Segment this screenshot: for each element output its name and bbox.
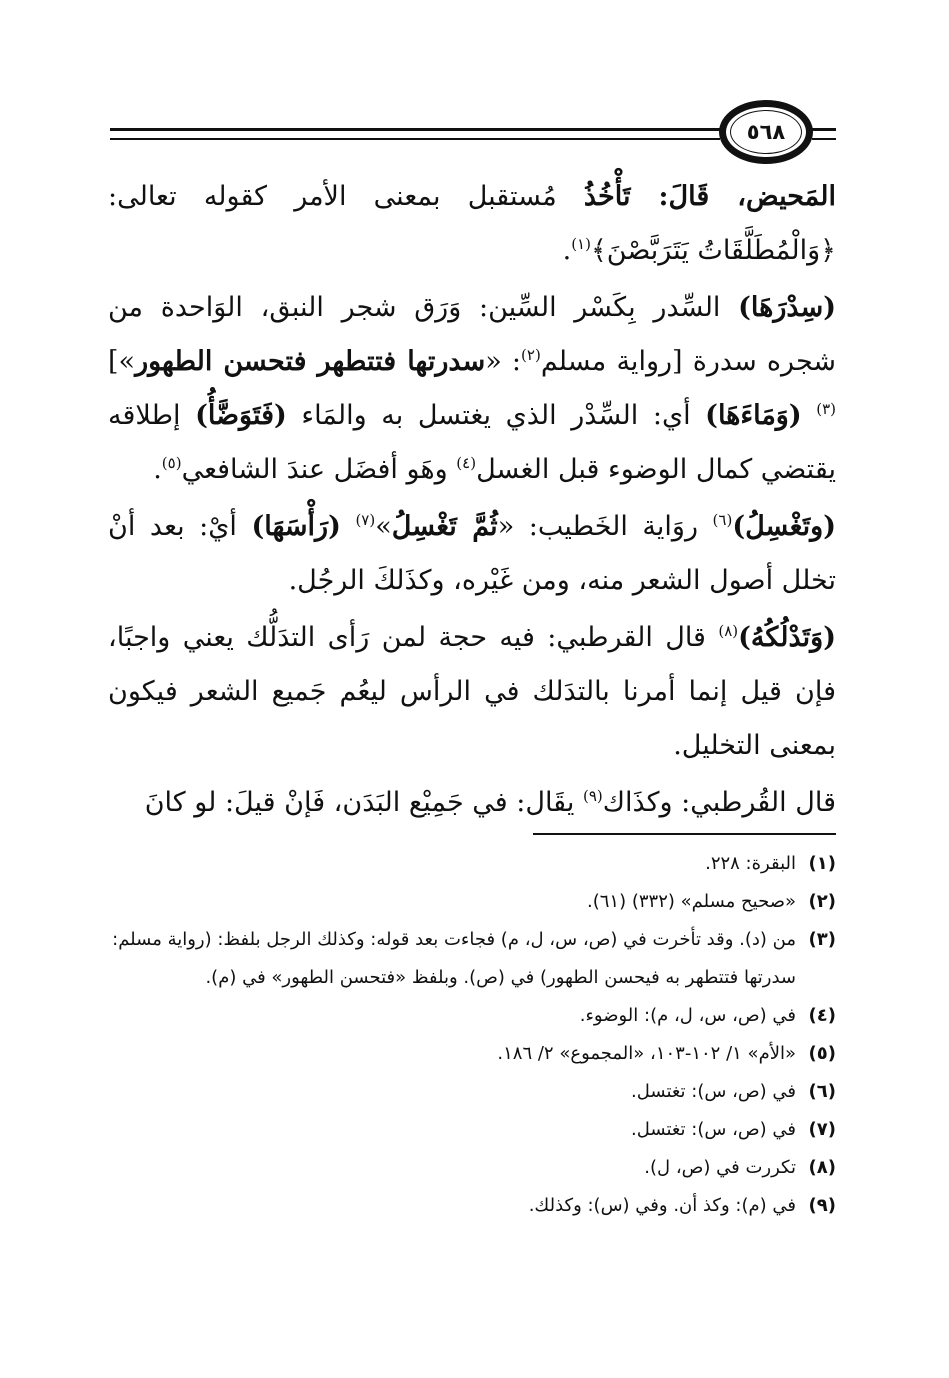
page-number: ٥٦٨ [730, 110, 802, 154]
text-run: (سِدْرَهَا) [738, 292, 836, 323]
body-text [108, 170, 836, 833]
footnote-text: في (ص، س، ل، م): الوضوء. [579, 1005, 796, 1026]
text-run: السِّدر بِكَسْر السِّين: وَرَق شجر النبق، الوَاحدة من شجره سدرة [رواية مسلم [108, 292, 836, 377]
text-run: روَاية الخَطيب: « [497, 511, 713, 542]
text-run: »] [108, 346, 136, 377]
text-run: إطلاقه يقتضي كمال الوضوء قبل الغسل [108, 400, 836, 485]
footnote-text: في (م): وكذ أن. وفي (س): وكذلك. [528, 1195, 796, 1216]
text-run [341, 511, 356, 542]
footnote-text: تكررت في (ص، ل). [644, 1157, 796, 1178]
footnote-text: «الأم» ١/ ١٠٢-١٠٣، «المجموع» ٢/ ١٨٦. [497, 1043, 796, 1064]
footnote-ref: (٩) [582, 787, 603, 805]
header-rule-bottom [110, 138, 720, 140]
footnote-ref: (٦) [712, 511, 733, 529]
footnote-ref: (١) [571, 235, 591, 253]
footnote-ref: (٨) [718, 622, 739, 640]
footnote-separator [533, 833, 836, 835]
footnote-text: في (ص، س): تغتسل. [631, 1081, 796, 1102]
text-run: تَأْخُذُ [583, 181, 631, 212]
paragraph-2 [108, 281, 836, 497]
footnote-item [108, 845, 836, 883]
footnote-number: (٥) [808, 1043, 836, 1064]
footnote-ref: (٧) [355, 511, 376, 529]
text-run: سدرتها فتتطهر فتحسن الطهور [135, 346, 486, 377]
text-run: (فَتَوَضَّأُ) [195, 400, 287, 431]
footnote-ref: (٣) [816, 400, 836, 418]
footnote-item [108, 1035, 836, 1073]
quran-verse: ﴿وَالْمُطَلَّقَاتُ يَتَرَبَّصْنَ﴾ [590, 235, 836, 266]
text-run: (رَأْسَهَا) [251, 511, 341, 542]
text-run: ثُمَّ تَغْسِلُ [391, 511, 498, 542]
footnote-ref: (٥) [161, 454, 182, 472]
footnote-number: (٢) [808, 891, 836, 912]
text-run: (وتَغْسِلُ) [732, 511, 836, 542]
footnote-item [108, 883, 836, 921]
text-run: : « [485, 346, 522, 377]
footnote-text: من (د). وقد تأخرت في (ص، س، ل، م) فجاءت بعد قوله: وكذلك الرجل بلفظ: (رواية مسلم: سدرتها فتتطهر به فيحسن الطهور) في (ص). وبلفظ «فتحسن الطهور» في (م). [112, 929, 796, 988]
footnote-text: في (ص، س): تغتسل. [631, 1119, 796, 1140]
footnote-item [108, 1187, 836, 1225]
footnote-ref: (٢) [521, 346, 541, 364]
text-run: قال القُرطبي: وكذَاك [602, 787, 836, 818]
text-run: . [153, 454, 162, 485]
footnote-number: (٧) [808, 1119, 836, 1140]
footnote-ref: (٤) [456, 454, 477, 472]
footnote-item [108, 1073, 836, 1111]
paragraph-1 [108, 170, 836, 278]
footnote-item [108, 997, 836, 1035]
footnote-number: (٦) [808, 1081, 836, 1102]
header-rule-right-bottom [812, 138, 836, 140]
text-run: مُستقبل بمعنى الأمر كقوله تعالى: [108, 181, 584, 212]
footnote-item [108, 1111, 836, 1149]
text-run: . [562, 235, 572, 266]
footnote-item [108, 1149, 836, 1187]
footnote-item [108, 921, 836, 997]
text-run: أي: السِّدْر الذي يغتسل به والمَاء [286, 400, 706, 431]
footnote-text: البقرة: ٢٢٨. [705, 853, 796, 874]
footnote-number: (٤) [808, 1005, 836, 1026]
text-run: » [375, 511, 392, 542]
page-number-badge [719, 100, 813, 164]
text-run: (وَمَاءَهَا) [705, 400, 802, 431]
header-rule-right-top [812, 128, 836, 131]
paragraph-4 [108, 611, 836, 773]
header-rule-top [110, 128, 720, 131]
text-run: أيْ: بعد أنْ تخلل أصول الشعر منه، ومن غَيْره، وكذَلكَ الرجُل. [108, 511, 836, 596]
footnote-number: (١) [808, 853, 836, 874]
footnote-text: «صحيح مسلم» (٣٣٢) (٦١). [587, 891, 796, 912]
text-run: يقَال: في جَمِيْع البَدَن، فَإنْ قيلَ: لو كانَ [144, 787, 583, 818]
text-run: وهَو أفضَل عندَ الشافعي [181, 454, 457, 485]
footnotes [108, 845, 836, 1225]
footnote-number: (٣) [808, 929, 836, 950]
text-run: المَحيض، قَالَ: [630, 181, 836, 212]
text-run: قال القرطبي: فيه حجة لمن رَأى التدَلُّك يعني واجبًا، فإن قيل إنما أمرنا بالتدَلك في الرأس ليعُم جَميع الشعر فيكون بمعنى التخليل. [108, 622, 836, 761]
footnote-number: (٨) [808, 1157, 836, 1178]
text-run: (وَتَدْلُكُهُ) [738, 622, 836, 653]
text-run [802, 400, 817, 431]
paragraph-5 [108, 776, 836, 830]
footnote-number: (٩) [808, 1195, 836, 1216]
paragraph-3 [108, 500, 836, 608]
